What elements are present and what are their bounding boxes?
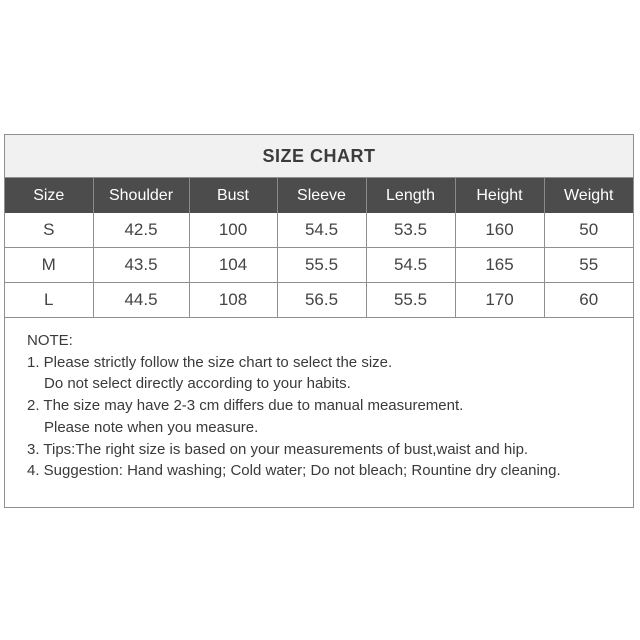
cell-height: 160 [455,213,544,248]
cell-sleeve: 55.5 [277,248,366,283]
title-bar [5,135,633,178]
cell-shoulder: 42.5 [93,213,189,248]
header-height: Height [455,178,544,213]
table-row [5,248,633,283]
cell-weight: 50 [544,213,633,248]
notes-heading: NOTE: [27,332,73,349]
cell-bust: 104 [189,248,277,283]
table-row [5,283,633,318]
note-line: 2. The size may have 2-3 cm differs due to manual measurement. [27,397,464,415]
header-shoulder: Shoulder [93,178,189,213]
cell-shoulder: 44.5 [93,283,189,318]
note-line: Do not select directly according to your habits. [44,375,351,393]
cell-bust: 108 [189,283,277,318]
cell-length: 53.5 [366,213,455,248]
notes-section [5,318,633,482]
cell-height: 170 [455,283,544,318]
cell-height: 165 [455,248,544,283]
size-table [5,178,633,318]
note-line: 3. Tips:The right size is based on your measurements of bust,waist and hip. [27,440,529,458]
table-header-row [5,178,633,213]
cell-shoulder: 43.5 [93,248,189,283]
header-length: Length [366,178,455,213]
cell-length: 54.5 [366,248,455,283]
size-chart-title: SIZE CHART [262,145,376,166]
cell-size: M [5,248,93,283]
cell-size: S [5,213,93,248]
header-weight: Weight [544,178,633,213]
note-line: 4. Suggestion: Hand washing; Cold water; Do not bleach; Rountine dry cleaning. [27,462,561,480]
size-chart-card [4,134,634,508]
cell-weight: 60 [544,283,633,318]
header-bust: Bust [189,178,277,213]
cell-length: 55.5 [366,283,455,318]
header-size: Size [5,178,93,213]
cell-bust: 100 [189,213,277,248]
note-line: 1. Please strictly follow the size chart to select the size. [27,353,393,371]
cell-weight: 55 [544,248,633,283]
note-line: Please note when you measure. [44,418,259,436]
cell-sleeve: 56.5 [277,283,366,318]
cell-sleeve: 54.5 [277,213,366,248]
table-row [5,213,633,248]
cell-size: L [5,283,93,318]
header-sleeve: Sleeve [277,178,366,213]
